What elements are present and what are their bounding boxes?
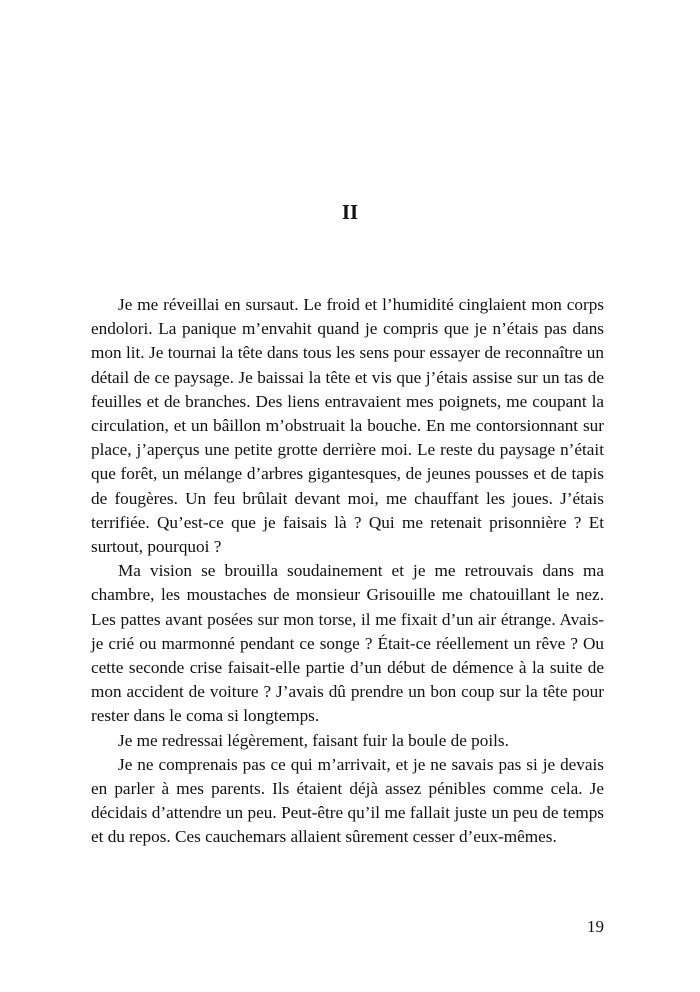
page-number: 19 [587, 917, 604, 936]
body-text [91, 293, 604, 850]
paragraph: Je me redressai légèrement, faisant fuir la boule de poils. [118, 730, 509, 750]
paragraph: Ma vision se brouilla soudainement et je me retrouvais dans ma chambre, les moustaches de monsieur Grisouille me chatouillant le nez. Les pattes avant posées sur mon torse, il me fixait d’un air étrange. Avais-je crié ou marmonné pendant ce songe ? Était-ce réellement un rêve ? Ou cette seconde crise faisait-elle partie d’un début de démence à la suite de mon accident de voiture ? J’avais dû prendre un bon coup sur la tête pour rester dans le coma si longtemps. [91, 561, 604, 726]
paragraph: Je ne comprenais pas ce qui m’arrivait, et je ne savais pas si je devais en parler à mes parents. Ils étaient déjà assez pénibles comme cela. Je décidais d’attendre un peu. Peut-être qu’il me fallait juste un peu de temps et du repos. Ces cauchemars allaient sûrement cesser d’eux-mêmes. [91, 754, 604, 847]
paragraph: Je me réveillai en sursaut. Le froid et l’humidité cinglaient mon corps endolori. La panique m’envahit quand je compris que je n’étais pas dans mon lit. Je tournai la tête dans tous les sens pour essayer de reconnaître un détail de ce paysage. Je baissai la tête et vis que j’étais assise sur un tas de feuilles et de branches. Des liens entravaient mes poignets, me coupant la circulation, et un bâillon m’obstruait la bouche. En me contorsionnant sur place, j’aperçus une petite grotte derrière moi. Le reste du paysage n’était que forêt, un mélange d’arbres gigantesques, de jeunes pousses et de tapis de fougères. Un feu brûlait devant moi, me chauffant les joues. J’étais terrifiée. Qu’est-ce que je faisais là ? Qui me retenait prisonnière ? Et surtout, pourquoi ? [91, 295, 604, 557]
chapter-heading: II [341, 200, 359, 224]
